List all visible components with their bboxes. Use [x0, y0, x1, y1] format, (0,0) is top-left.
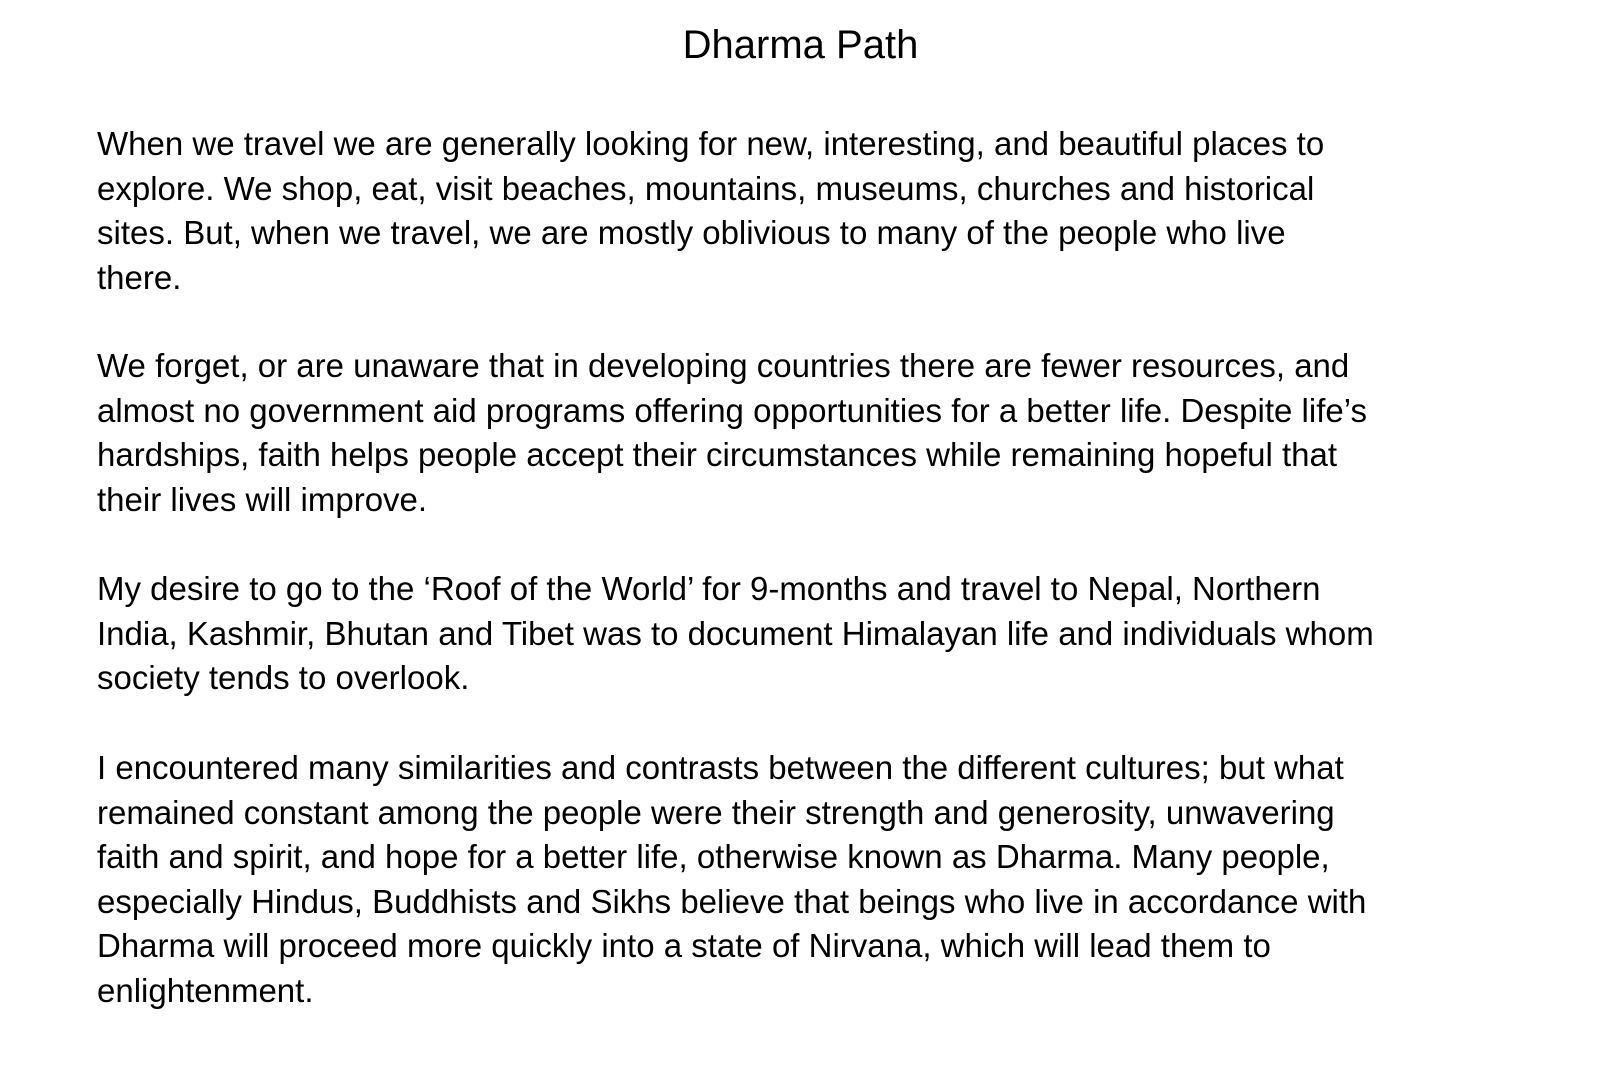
text-line: almost no government aid programs offering opportunities for a better life. Despite life’s	[97, 391, 1367, 429]
text-line: Dharma will proceed more quickly into a state of Nirvana, which will lead them to	[97, 927, 1271, 964]
text-line: faith and spirit, and hope for a better life, otherwise known as Dharma. Many people,	[97, 838, 1330, 875]
text-line: society tends to overlook.	[97, 659, 470, 696]
text-line: hardships, faith helps people accept their circumstances while remaining hopeful that	[97, 436, 1338, 473]
text-line: there.	[97, 258, 182, 296]
paragraph-2	[97, 344, 1547, 522]
text-line: sites. But, when we travel, we are mostly oblivious to many of the people who live	[97, 214, 1286, 251]
text-line: enlightenment.	[97, 971, 314, 1009]
page-title: Dharma Path	[682, 23, 919, 67]
text-line: My desire to go to the ‘Roof of the World’ for 9-months and travel to Nepal, Northern	[97, 570, 1321, 607]
paragraph-3	[97, 567, 1547, 701]
paragraph-1	[97, 122, 1547, 300]
text-line: explore. We shop, eat, visit beaches, mountains, museums, churches and historical	[97, 169, 1315, 207]
text-line: We forget, or are unaware that in developing countries there are fewer resources, and	[97, 347, 1350, 384]
text-line: their lives will improve.	[97, 480, 428, 518]
text-line: When we travel we are generally looking for new, interesting, and beautiful places to	[97, 125, 1325, 162]
text-line: especially Hindus, Buddhists and Sikhs believe that beings who live in accordance with	[97, 882, 1367, 920]
text-line: remained constant among the people were their strength and generosity, unwavering	[97, 793, 1335, 831]
text-line: India, Kashmir, Bhutan and Tibet was to document Himalayan life and individuals whom	[97, 614, 1374, 652]
paragraph-4	[97, 746, 1547, 1013]
text-line: I encountered many similarities and contrasts between the different cultures; but what	[97, 749, 1344, 786]
